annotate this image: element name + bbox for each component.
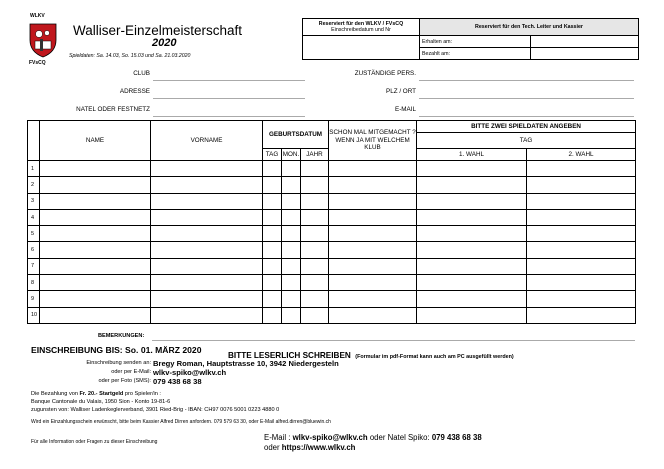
wahl2-cell[interactable] xyxy=(527,226,636,242)
name-cell[interactable] xyxy=(40,161,151,177)
klub-cell[interactable] xyxy=(329,242,417,258)
vorname-cell[interactable] xyxy=(151,258,263,274)
logo-text-bottom: FVsCQ xyxy=(29,60,46,66)
tag-cell[interactable] xyxy=(263,226,282,242)
table-row xyxy=(28,161,636,177)
mon-cell[interactable] xyxy=(282,226,301,242)
table-row xyxy=(28,193,636,209)
paid-field[interactable] xyxy=(531,48,639,60)
row-number: 3 xyxy=(28,193,40,209)
header-tag: TAG xyxy=(263,149,282,161)
contact-web-prefix: oder xyxy=(264,443,282,452)
klub-cell[interactable] xyxy=(329,275,417,291)
header-spieldaten: BITTE ZWEI SPIELDATEN ANGEBEN xyxy=(417,121,636,133)
zust-label: ZUSTÄNDIGE PERS. xyxy=(354,70,416,77)
name-cell[interactable] xyxy=(40,226,151,242)
page-year: 2020 xyxy=(152,37,177,49)
jahr-cell[interactable] xyxy=(301,242,329,258)
klub-cell[interactable] xyxy=(329,177,417,193)
wahl2-cell[interactable] xyxy=(527,275,636,291)
row-number: 9 xyxy=(28,291,40,307)
mon-cell[interactable] xyxy=(282,209,301,225)
klub-cell[interactable] xyxy=(329,258,417,274)
mon-cell[interactable] xyxy=(282,161,301,177)
mon-cell[interactable] xyxy=(282,258,301,274)
vorname-cell[interactable] xyxy=(151,177,263,193)
table-row xyxy=(28,258,636,274)
header-wahl1: 1. WAHL xyxy=(417,149,527,161)
jahr-cell[interactable] xyxy=(301,177,329,193)
logo xyxy=(25,13,61,68)
table-row xyxy=(28,242,636,258)
jahr-cell[interactable] xyxy=(301,226,329,242)
reserved-wlkv-input[interactable] xyxy=(303,36,420,60)
tag-cell[interactable] xyxy=(263,161,282,177)
email-label: E-MAIL xyxy=(395,106,416,113)
contact-phone: 079 438 68 38 xyxy=(431,433,482,442)
name-cell[interactable] xyxy=(40,193,151,209)
name-cell[interactable] xyxy=(40,209,151,225)
mon-cell[interactable] xyxy=(282,193,301,209)
mon-cell[interactable] xyxy=(282,307,301,323)
row-number: 5 xyxy=(28,226,40,242)
header-jahr: JAHR xyxy=(301,149,329,161)
paid-label: Bezahlt am: xyxy=(420,48,531,60)
reserved-wlkv-title: Reserviert für den WLKV / FVsCQ xyxy=(318,21,404,27)
tag-cell[interactable] xyxy=(263,193,282,209)
deadline: EINSCHREIBUNG BIS: So. 01. MÄRZ 2020 xyxy=(31,345,202,355)
iban-line: zugunsten von: Walliser Ladenkeglerverband, 3901 Ried-Brig - IBAN: CH97 0076 5001 0223 4880 0 xyxy=(31,407,280,413)
contact-email[interactable]: wlkv-spiko@wlkv.ch xyxy=(292,433,368,442)
wahl1-cell[interactable] xyxy=(417,193,527,209)
payment-post: pro Spieler/in : xyxy=(123,391,161,397)
header-geburtsdatum: GEBURTSDATUM xyxy=(263,121,329,149)
contact-web[interactable]: https://www.wlkv.ch xyxy=(281,443,356,452)
wahl1-cell[interactable] xyxy=(417,291,527,307)
received-field[interactable] xyxy=(531,36,639,48)
vorname-cell[interactable] xyxy=(151,226,263,242)
wahl2-cell[interactable] xyxy=(527,209,636,225)
table-row xyxy=(28,226,636,242)
wahl1-cell[interactable] xyxy=(417,242,527,258)
wahl2-cell[interactable] xyxy=(527,291,636,307)
jahr-cell[interactable] xyxy=(301,193,329,209)
plz-field[interactable] xyxy=(419,98,634,99)
row-number: 2 xyxy=(28,177,40,193)
send-label: Einschreibung senden an: xyxy=(86,360,151,366)
contact-line-2 xyxy=(264,443,355,452)
tag-cell[interactable] xyxy=(263,291,282,307)
klub-cell[interactable] xyxy=(329,209,417,225)
adresse-label: ADRESSE xyxy=(119,88,150,95)
contact-line-1 xyxy=(264,433,482,442)
tag-cell[interactable] xyxy=(263,258,282,274)
klub-cell[interactable] xyxy=(329,307,417,323)
mon-cell[interactable] xyxy=(282,177,301,193)
wahl1-cell[interactable] xyxy=(417,209,527,225)
name-cell[interactable] xyxy=(40,242,151,258)
logo-emblem xyxy=(27,20,59,58)
wahl2-cell[interactable] xyxy=(527,258,636,274)
table-row xyxy=(28,291,636,307)
send-value: Bregy Roman, Hauptstrasse 10, 3942 Niedergesteln xyxy=(153,359,339,368)
sms-value: 079 438 68 38 xyxy=(153,377,202,386)
wahl1-cell[interactable] xyxy=(417,161,527,177)
reserved-wlkv-cell xyxy=(303,19,420,36)
vorname-cell[interactable] xyxy=(151,193,263,209)
header-index xyxy=(28,121,40,161)
header-vorname: VORNAME xyxy=(151,121,263,161)
tag-cell[interactable] xyxy=(263,177,282,193)
jahr-cell[interactable] xyxy=(301,161,329,177)
zust-field[interactable] xyxy=(419,80,634,81)
wahl1-cell[interactable] xyxy=(417,226,527,242)
contact-email-prefix: E-Mail : xyxy=(264,433,293,442)
bank-line: Banque Cantonale du Valais, 1950 Sion - Konto 19-81-6 xyxy=(31,399,171,405)
payment-line xyxy=(31,391,161,397)
name-cell[interactable] xyxy=(40,177,151,193)
name-cell[interactable] xyxy=(40,291,151,307)
klub-cell[interactable] xyxy=(329,291,417,307)
name-cell[interactable] xyxy=(40,258,151,274)
tag-cell[interactable] xyxy=(263,209,282,225)
table-row xyxy=(28,307,636,323)
email-field[interactable] xyxy=(419,116,634,117)
bemerkungen-field[interactable] xyxy=(152,340,635,341)
row-number: 6 xyxy=(28,242,40,258)
logo-text-top: WLKV xyxy=(30,13,45,19)
header-wahl2: 2. WAHL xyxy=(527,149,636,161)
reserved-tech: Reserviert für den Tech. Leiter und Kassier xyxy=(420,19,639,36)
club-label: CLUB xyxy=(133,70,150,77)
row-number: 4 xyxy=(28,209,40,225)
club-field[interactable] xyxy=(153,80,305,81)
adresse-field[interactable] xyxy=(153,98,305,99)
jahr-cell[interactable] xyxy=(301,275,329,291)
wahl1-cell[interactable] xyxy=(417,177,527,193)
payment-bold: Fr. 20.- Startgeld xyxy=(79,391,124,397)
header-mon: MON. xyxy=(282,149,301,161)
header-mitgemacht: SCHON MAL MITGEMACHT ? WENN JA MIT WELCHEM KLUB xyxy=(329,121,417,161)
vorname-cell[interactable] xyxy=(151,242,263,258)
wahl1-cell[interactable] xyxy=(417,275,527,291)
wahl2-cell[interactable] xyxy=(527,193,636,209)
table-row xyxy=(28,177,636,193)
vorname-cell[interactable] xyxy=(151,209,263,225)
wahl1-cell[interactable] xyxy=(417,307,527,323)
tag-cell[interactable] xyxy=(263,307,282,323)
tag-cell[interactable] xyxy=(263,275,282,291)
info-line: Für alle Information oder Fragen zu dieser Einschreibung xyxy=(31,439,158,445)
plz-label: PLZ / ORT xyxy=(386,88,416,95)
klub-cell[interactable] xyxy=(329,161,417,177)
jahr-cell[interactable] xyxy=(301,307,329,323)
wahl2-cell[interactable] xyxy=(527,242,636,258)
received-label: Erhalten am: xyxy=(420,36,531,48)
participants-table xyxy=(27,120,636,324)
mon-cell[interactable] xyxy=(282,242,301,258)
name-cell[interactable] xyxy=(40,307,151,323)
row-number: 8 xyxy=(28,275,40,291)
contact-mid: oder Natel Spiko: xyxy=(367,433,432,442)
vorname-cell[interactable] xyxy=(151,161,263,177)
reserved-wlkv-sub: Einschreibedatum und Nr xyxy=(331,27,391,33)
jahr-cell[interactable] xyxy=(301,258,329,274)
game-dates: Spieldaten: Sa. 14.03, So. 15.03 und Sa. 21.03.2020 xyxy=(69,53,191,59)
natel-label: NATEL ODER FESTNETZ xyxy=(76,106,150,113)
wahl2-cell[interactable] xyxy=(527,177,636,193)
reserved-box xyxy=(302,18,639,60)
table-row xyxy=(28,275,636,291)
vorname-cell[interactable] xyxy=(151,275,263,291)
bemerkungen-label: BEMERKUNGEN: xyxy=(98,333,145,339)
vorname-cell[interactable] xyxy=(151,291,263,307)
header-name: NAME xyxy=(40,121,151,161)
wahl1-cell[interactable] xyxy=(417,258,527,274)
payment-pre: Die Bezahlung von xyxy=(31,391,80,397)
sms-label: oder per Foto (SMS): xyxy=(98,378,151,384)
natel-field[interactable] xyxy=(153,116,305,117)
table-row xyxy=(28,209,636,225)
tag-cell[interactable] xyxy=(263,242,282,258)
row-number: 7 xyxy=(28,258,40,274)
row-number: 1 xyxy=(28,161,40,177)
name-cell[interactable] xyxy=(40,275,151,291)
jahr-cell[interactable] xyxy=(301,291,329,307)
wahl2-cell[interactable] xyxy=(527,307,636,323)
leserlich: BITTE LESERLICH SCHREIBEN xyxy=(228,351,351,360)
page-title: Walliser-Einzelmeisterschaft xyxy=(73,23,243,38)
jahr-cell[interactable] xyxy=(301,209,329,225)
row-number: 10 xyxy=(28,307,40,323)
wahl2-cell[interactable] xyxy=(527,161,636,177)
klub-cell[interactable] xyxy=(329,193,417,209)
pdf-note: (Formular im pdf-Format kann auch am PC ausgefüllt werden) xyxy=(355,354,514,360)
vorname-cell[interactable] xyxy=(151,307,263,323)
mon-cell[interactable] xyxy=(282,291,301,307)
receipt-line: Wird ein Einzahlungsschein erwünscht, bitte beim Kassier Alfred Dirren anfordern. 079 579 63 30, oder E-Mail alfred.dirren@bluewin.ch xyxy=(31,419,331,425)
klub-cell[interactable] xyxy=(329,226,417,242)
email-send-label: oder per E-Mail: xyxy=(111,369,151,375)
email-send-value[interactable]: wlkv-spiko@wlkv.ch xyxy=(153,368,227,377)
header-tag2: TAG xyxy=(417,133,636,149)
mon-cell[interactable] xyxy=(282,275,301,291)
